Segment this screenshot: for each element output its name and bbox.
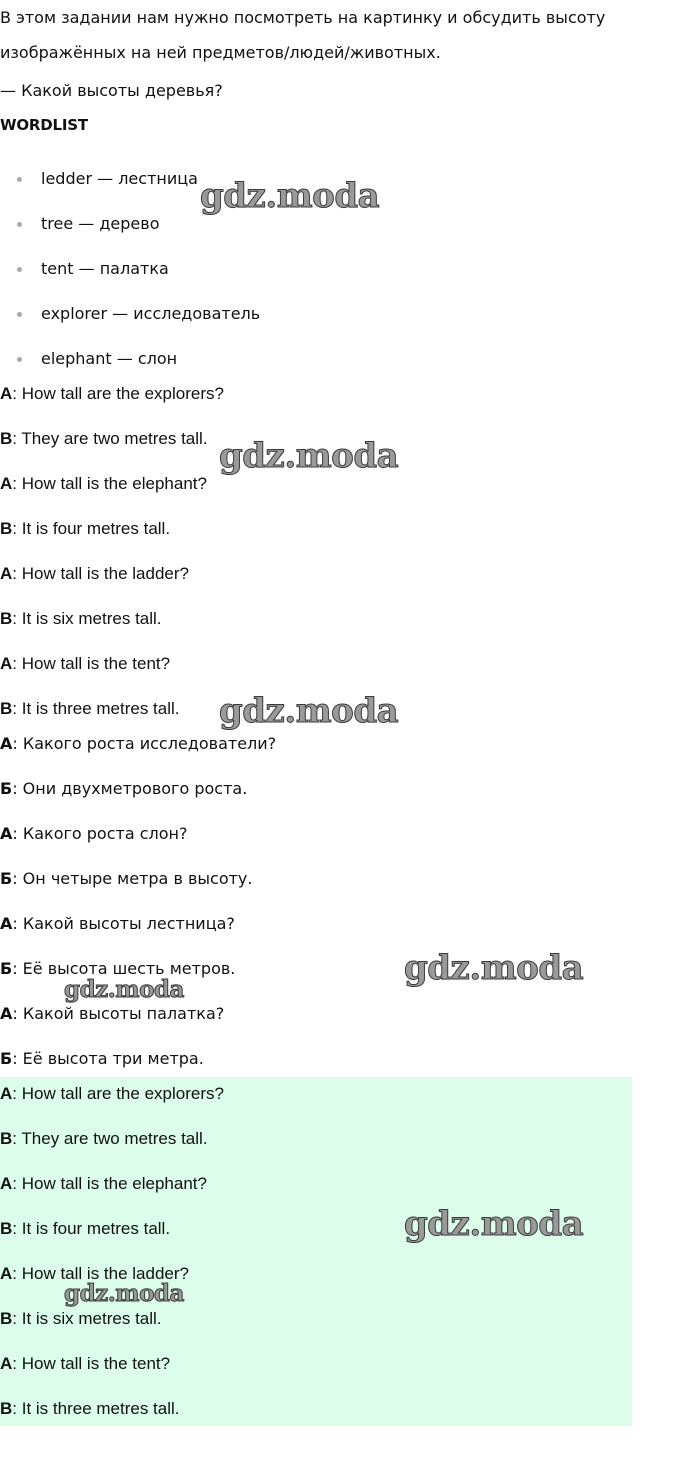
dialog-english bbox=[0, 380, 224, 740]
dialog-line bbox=[0, 1395, 224, 1440]
watermark: gdz.moda bbox=[404, 948, 584, 988]
speaker-label: A bbox=[0, 1264, 13, 1283]
dialog-text: : How tall is the tent? bbox=[12, 654, 171, 673]
speaker-label: А bbox=[0, 734, 13, 753]
list-item bbox=[0, 340, 260, 385]
dialog-line bbox=[0, 775, 276, 820]
watermark: gdz.moda bbox=[219, 691, 399, 731]
dialog-highlighted bbox=[0, 1080, 224, 1440]
dialog-text: : Какого роста исследователи? bbox=[12, 734, 277, 753]
speaker-label: A bbox=[0, 1084, 13, 1103]
list-item bbox=[0, 250, 260, 295]
dialog-text: : How tall is the elephant? bbox=[12, 474, 207, 493]
dialog-text: : It is six metres tall. bbox=[12, 1309, 162, 1328]
watermark: gdz.moda bbox=[64, 1280, 184, 1307]
dialog-text: : How tall is the ladder? bbox=[12, 564, 189, 583]
dialog-text: : They are two metres tall. bbox=[12, 1129, 208, 1148]
watermark: gdz.moda bbox=[64, 976, 184, 1003]
bullet-icon bbox=[17, 312, 22, 317]
dialog-text: : Какого роста слон? bbox=[12, 824, 188, 843]
speaker-label: A bbox=[0, 384, 13, 403]
dialog-line bbox=[0, 910, 276, 955]
dialog-line bbox=[0, 650, 224, 695]
dialog-text: : It is three metres tall. bbox=[12, 699, 180, 718]
intro-line-2: изображённых на ней предметов/людей/животных. bbox=[0, 43, 441, 62]
list-item bbox=[0, 295, 260, 340]
speaker-label: A bbox=[0, 1354, 13, 1373]
question-text: — Какой высоты деревья? bbox=[0, 81, 223, 100]
wordlist-title: WORDLIST bbox=[0, 116, 88, 134]
dialog-text: : It is four metres tall. bbox=[12, 519, 171, 538]
list-item-label: tree — дерево bbox=[41, 214, 160, 233]
dialog-text: : Какой высоты палатка? bbox=[12, 1004, 225, 1023]
speaker-label: А bbox=[0, 1004, 13, 1023]
speaker-label: А bbox=[0, 824, 13, 843]
list-item-label: elephant — слон bbox=[41, 349, 178, 368]
speaker-label: B bbox=[0, 1399, 13, 1418]
speaker-label: A bbox=[0, 654, 13, 673]
bullet-icon bbox=[17, 177, 22, 182]
dialog-line bbox=[0, 730, 276, 775]
bullet-icon bbox=[17, 357, 22, 362]
speaker-label: Б bbox=[0, 779, 13, 798]
watermark: gdz.moda bbox=[404, 1204, 584, 1244]
dialog-text: : They are two metres tall. bbox=[12, 429, 208, 448]
list-item-label: ledder — лестница bbox=[41, 169, 198, 188]
speaker-label: B bbox=[0, 699, 13, 718]
dialog-text: : Они двухметрового роста. bbox=[12, 779, 248, 798]
list-item-label: tent — палатка bbox=[41, 259, 169, 278]
dialog-line bbox=[0, 425, 224, 470]
watermark: gdz.moda bbox=[219, 436, 399, 476]
dialog-line bbox=[0, 1305, 224, 1350]
dialog-text: : Он четыре метра в высоту. bbox=[12, 869, 253, 888]
dialog-line bbox=[0, 380, 224, 425]
dialog-line bbox=[0, 1125, 224, 1170]
dialog-text: : It is six metres tall. bbox=[12, 609, 162, 628]
dialog-line bbox=[0, 1000, 276, 1045]
speaker-label: А bbox=[0, 914, 13, 933]
dialog-line bbox=[0, 605, 224, 650]
dialog-line bbox=[0, 470, 224, 515]
intro-text bbox=[0, 0, 640, 70]
speaker-label: B bbox=[0, 609, 13, 628]
dialog-russian bbox=[0, 730, 276, 1090]
dialog-line bbox=[0, 865, 276, 910]
speaker-label: Б bbox=[0, 869, 13, 888]
watermark: gdz.moda bbox=[200, 176, 380, 216]
speaker-label: B bbox=[0, 1129, 13, 1148]
dialog-text: : How tall is the tent? bbox=[12, 1354, 171, 1373]
dialog-line bbox=[0, 1170, 224, 1215]
dialog-line bbox=[0, 1080, 224, 1125]
dialog-text: : It is four metres tall. bbox=[12, 1219, 171, 1238]
dialog-line bbox=[0, 1350, 224, 1395]
bullet-icon bbox=[17, 222, 22, 227]
speaker-label: A bbox=[0, 1174, 13, 1193]
speaker-label: B bbox=[0, 429, 13, 448]
dialog-text: : How tall is the elephant? bbox=[12, 1174, 207, 1193]
speaker-label: Б bbox=[0, 1049, 13, 1068]
speaker-label: Б bbox=[0, 959, 13, 978]
bullet-icon bbox=[17, 267, 22, 272]
dialog-line bbox=[0, 515, 224, 560]
dialog-text: : Её высота шесть метров. bbox=[12, 959, 236, 978]
dialog-text: : Какой высоты лестница? bbox=[12, 914, 235, 933]
dialog-text: : Её высота три метра. bbox=[12, 1049, 204, 1068]
dialog-text: : How tall are the explorers? bbox=[12, 384, 224, 403]
dialog-text: : It is three metres tall. bbox=[12, 1399, 180, 1418]
dialog-text: : How tall are the explorers? bbox=[12, 1084, 224, 1103]
dialog-line bbox=[0, 820, 276, 865]
dialog-line bbox=[0, 1215, 224, 1260]
list-item-label: explorer — исследователь bbox=[41, 304, 261, 323]
dialog-text: : How tall is the ladder? bbox=[12, 1264, 189, 1283]
speaker-label: A bbox=[0, 474, 13, 493]
speaker-label: B bbox=[0, 1219, 13, 1238]
speaker-label: B bbox=[0, 519, 13, 538]
speaker-label: B bbox=[0, 1309, 13, 1328]
speaker-label: A bbox=[0, 564, 13, 583]
intro-line-1: В этом задании нам нужно посмотреть на картинку и обсудить высоту bbox=[0, 8, 606, 27]
dialog-line bbox=[0, 560, 224, 605]
